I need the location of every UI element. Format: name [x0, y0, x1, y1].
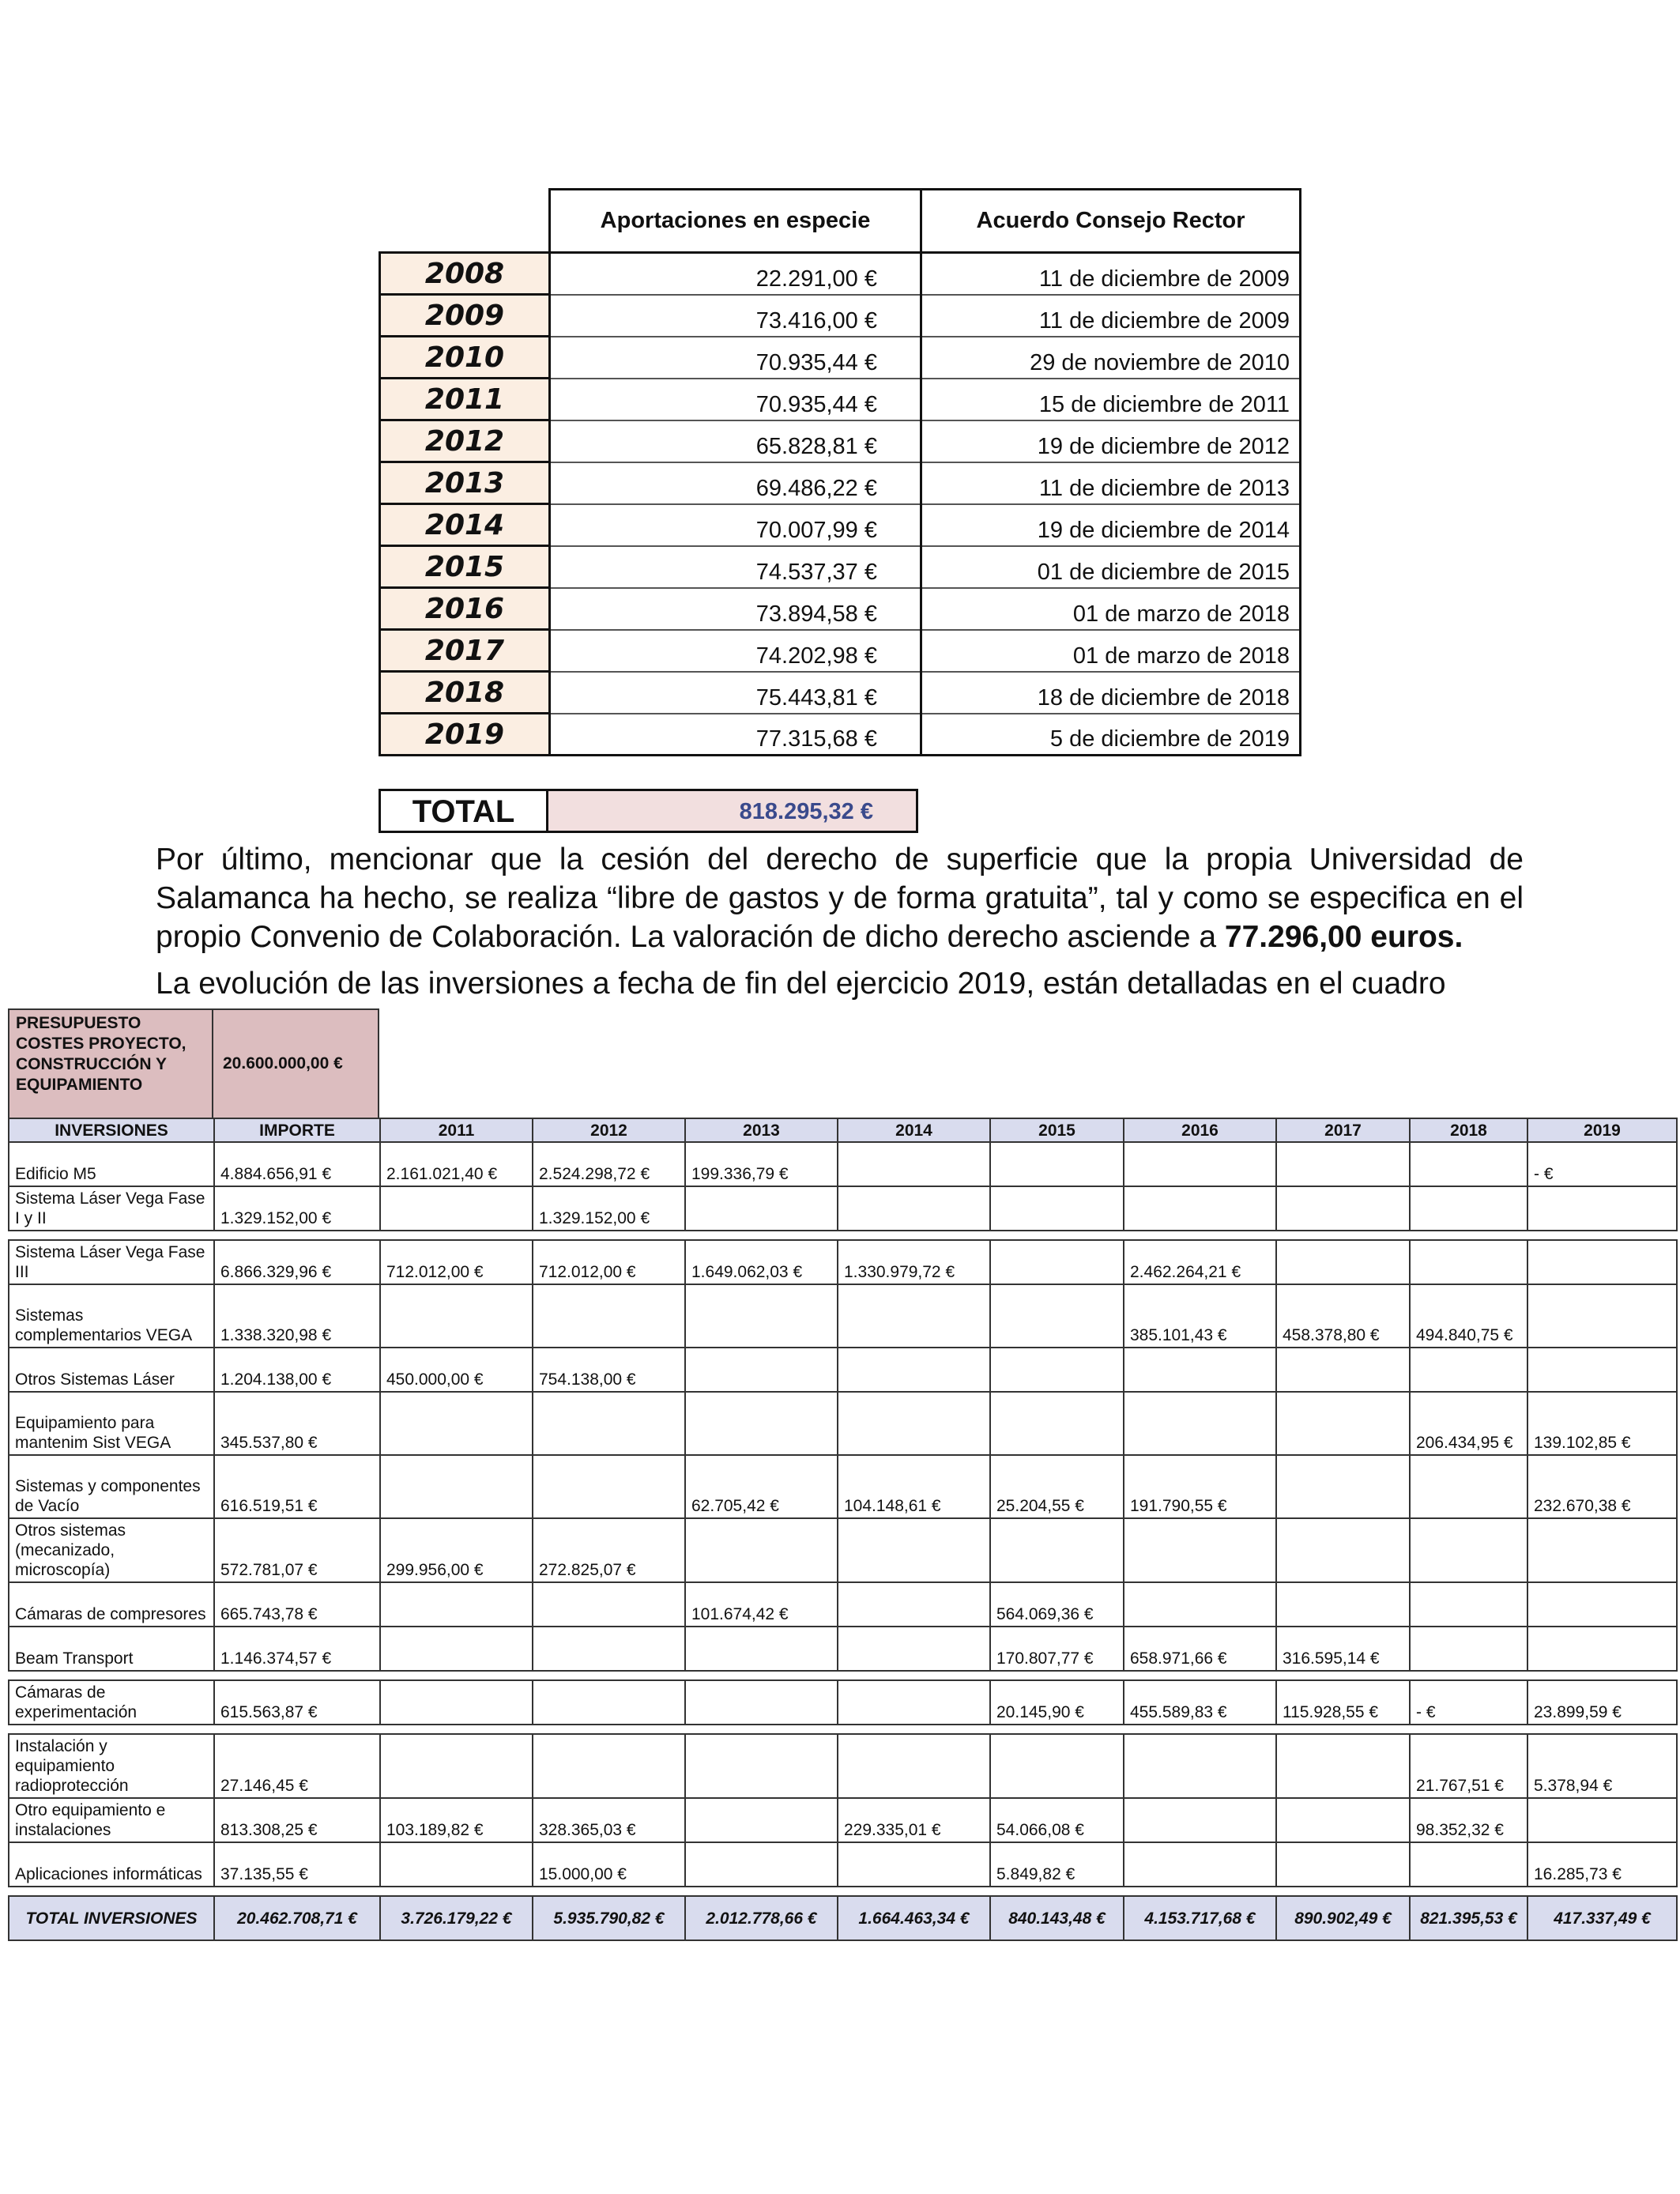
investment-value	[380, 1284, 533, 1348]
budget-value: 20.600.000,00 €	[213, 1010, 378, 1118]
investment-value	[1410, 1348, 1527, 1392]
investment-row	[9, 1518, 1677, 1582]
investment-value	[1276, 1186, 1410, 1231]
investment-value: 754.138,00 €	[533, 1348, 685, 1392]
investment-value: 1.329.152,00 €	[533, 1186, 685, 1231]
investment-value	[1410, 1455, 1527, 1518]
investment-concept: Otro equipamiento e instalaciones	[9, 1798, 214, 1842]
investment-value: - €	[1410, 1680, 1527, 1725]
investment-value: 1.649.062,03 €	[685, 1240, 838, 1284]
investment-value	[533, 1680, 685, 1725]
separator-cell	[9, 1887, 1677, 1896]
contributions-table	[379, 188, 1301, 756]
row-date: 11 de diciembre de 2009	[921, 295, 1301, 337]
investments-header-cell: 2012	[533, 1118, 685, 1142]
investment-value: 616.519,51 €	[214, 1455, 380, 1518]
contribution-row	[380, 672, 1301, 714]
contribution-row	[380, 546, 1301, 588]
investment-value: 494.840,75 €	[1410, 1284, 1527, 1348]
investment-value: 103.189,82 €	[380, 1798, 533, 1842]
investment-value	[685, 1680, 838, 1725]
investment-value	[380, 1582, 533, 1627]
total-investments-value: 1.664.463,34 €	[838, 1896, 990, 1940]
investments-header-cell: 2019	[1527, 1118, 1677, 1142]
row-year: 2009	[380, 295, 550, 337]
investment-value	[380, 1627, 533, 1671]
investment-value: 191.790,55 €	[1124, 1455, 1276, 1518]
row-amount: 74.537,37 €	[550, 546, 921, 588]
investment-value	[1527, 1798, 1677, 1842]
contribution-row	[380, 630, 1301, 672]
investment-value	[1124, 1142, 1276, 1186]
total-investments-value: 20.462.708,71 €	[214, 1896, 380, 1940]
investment-value	[685, 1186, 838, 1231]
investment-value: 37.135,55 €	[214, 1842, 380, 1887]
investment-value	[838, 1582, 990, 1627]
investment-row	[9, 1284, 1677, 1348]
row-amount: 74.202,98 €	[550, 630, 921, 672]
investment-concept: Cámaras de experimentación	[9, 1680, 214, 1725]
row-year: 2016	[380, 588, 550, 630]
investment-row	[9, 1392, 1677, 1455]
investment-value	[685, 1734, 838, 1798]
investment-value	[990, 1142, 1124, 1186]
investment-value	[1124, 1186, 1276, 1231]
budget-box	[8, 1008, 379, 1119]
investment-value	[380, 1392, 533, 1455]
investment-value: 98.352,32 €	[1410, 1798, 1527, 1842]
investments-header-cell: 2011	[380, 1118, 533, 1142]
investment-value	[380, 1680, 533, 1725]
investment-value: 54.066,08 €	[990, 1798, 1124, 1842]
investments-header-cell: IMPORTE	[214, 1118, 380, 1142]
investment-value: 615.563,87 €	[214, 1680, 380, 1725]
investment-value	[1124, 1348, 1276, 1392]
investment-concept: Instalación y equipamiento radioprotección	[9, 1734, 214, 1798]
investment-value	[1410, 1627, 1527, 1671]
total-investments-value: 5.935.790,82 €	[533, 1896, 685, 1940]
total-investments-value: 2.012.778,66 €	[685, 1896, 838, 1940]
investment-concept: Otros Sistemas Láser	[9, 1348, 214, 1392]
investment-value	[533, 1392, 685, 1455]
investment-value: 4.884.656,91 €	[214, 1142, 380, 1186]
investment-concept: Aplicaciones informáticas	[9, 1842, 214, 1887]
investment-value	[1527, 1518, 1677, 1582]
investment-value: 25.204,55 €	[990, 1455, 1124, 1518]
investments-header-cell: 2015	[990, 1118, 1124, 1142]
investment-value	[533, 1627, 685, 1671]
investment-value: 1.329.152,00 €	[214, 1186, 380, 1231]
investment-value: 2.161.021,40 €	[380, 1142, 533, 1186]
total-investments-value: 4.153.717,68 €	[1124, 1896, 1276, 1940]
investment-value	[1527, 1627, 1677, 1671]
investment-value	[838, 1186, 990, 1231]
total-investments-label: TOTAL INVERSIONES	[9, 1896, 214, 1940]
contribution-row	[380, 588, 1301, 630]
row-year: 2011	[380, 379, 550, 420]
row-date: 19 de diciembre de 2014	[921, 504, 1301, 546]
investment-value	[685, 1798, 838, 1842]
investment-row	[9, 1348, 1677, 1392]
contribution-row	[380, 420, 1301, 462]
contribution-row	[380, 714, 1301, 756]
investment-value: 206.434,95 €	[1410, 1392, 1527, 1455]
row-year: 2015	[380, 546, 550, 588]
investment-value: 199.336,79 €	[685, 1142, 838, 1186]
investment-concept: Otros sistemas (mecanizado, microscopía)	[9, 1518, 214, 1582]
header-blank	[380, 190, 550, 253]
row-amount: 73.416,00 €	[550, 295, 921, 337]
paragraph-investments: La evolución de las inversiones a fecha de fin del ejercicio 2019, están detalladas en el cuadro	[156, 967, 1446, 1001]
investment-value	[990, 1518, 1124, 1582]
investment-value: 6.866.329,96 €	[214, 1240, 380, 1284]
investment-value	[685, 1284, 838, 1348]
investment-concept: Sistema Láser Vega Fase III	[9, 1240, 214, 1284]
paragraph-cession-text: Por último, mencionar que la cesión del derecho de superficie que la propia Universidad de Salamanca ha hecho, se realiza “libre de gastos y de forma gratuita”, tal y como se especifica en el propio Convenio de Colaboración. La valoración de dicho derecho asciende a	[156, 843, 1524, 954]
header-amount: Aportaciones en especie	[550, 190, 921, 253]
total-label: TOTAL	[381, 791, 548, 831]
investment-value	[1410, 1240, 1527, 1284]
row-year: 2019	[380, 714, 550, 756]
investment-value	[1276, 1142, 1410, 1186]
row-year: 2014	[380, 504, 550, 546]
investment-value	[685, 1842, 838, 1887]
header-date: Acuerdo Consejo Rector	[921, 190, 1301, 253]
investment-row	[9, 1680, 1677, 1725]
investment-row	[9, 1186, 1677, 1231]
investment-value	[990, 1186, 1124, 1231]
investments-header-cell: 2016	[1124, 1118, 1276, 1142]
row-amount: 77.315,68 €	[550, 714, 921, 756]
row-date: 11 de diciembre de 2009	[921, 253, 1301, 295]
row-separator	[9, 1887, 1677, 1896]
investment-value	[533, 1582, 685, 1627]
investment-value	[1527, 1284, 1677, 1348]
row-amount: 65.828,81 €	[550, 420, 921, 462]
investment-row	[9, 1142, 1677, 1186]
investment-value	[1124, 1392, 1276, 1455]
investment-value	[1410, 1582, 1527, 1627]
investment-value	[990, 1284, 1124, 1348]
investment-value: 2.462.264,21 €	[1124, 1240, 1276, 1284]
investment-value	[533, 1284, 685, 1348]
separator-cell	[9, 1725, 1677, 1734]
investment-value	[1527, 1186, 1677, 1231]
investment-value: 1.146.374,57 €	[214, 1627, 380, 1671]
investment-value: 328.365,03 €	[533, 1798, 685, 1842]
investment-value: 20.145,90 €	[990, 1680, 1124, 1725]
investment-value	[838, 1842, 990, 1887]
investments-table	[8, 1118, 1678, 1941]
investment-value: 1.330.979,72 €	[838, 1240, 990, 1284]
investment-value: 345.537,80 €	[214, 1392, 380, 1455]
investments-header-cell: INVERSIONES	[9, 1118, 214, 1142]
investment-value: 5.378,94 €	[1527, 1734, 1677, 1798]
contribution-row	[380, 295, 1301, 337]
total-investments-value: 417.337,49 €	[1527, 1896, 1677, 1940]
investment-value: 62.705,42 €	[685, 1455, 838, 1518]
investment-value	[838, 1680, 990, 1725]
investment-value	[1124, 1798, 1276, 1842]
investments-header-cell: 2018	[1410, 1118, 1527, 1142]
investment-value	[1124, 1518, 1276, 1582]
investment-value: 170.807,77 €	[990, 1627, 1124, 1671]
row-date: 01 de marzo de 2018	[921, 588, 1301, 630]
investment-value: 139.102,85 €	[1527, 1392, 1677, 1455]
investment-row	[9, 1842, 1677, 1887]
separator-cell	[9, 1671, 1677, 1680]
investment-row	[9, 1627, 1677, 1671]
investment-value	[990, 1348, 1124, 1392]
investment-value	[838, 1518, 990, 1582]
investment-concept: Sistemas complementarios VEGA	[9, 1284, 214, 1348]
row-date: 5 de diciembre de 2019	[921, 714, 1301, 756]
investment-value: 115.928,55 €	[1276, 1680, 1410, 1725]
investment-value: 316.595,14 €	[1276, 1627, 1410, 1671]
investments-total-row	[9, 1896, 1677, 1940]
row-amount: 75.443,81 €	[550, 672, 921, 714]
investment-concept: Beam Transport	[9, 1627, 214, 1671]
row-amount: 69.486,22 €	[550, 462, 921, 504]
investment-value	[380, 1842, 533, 1887]
row-amount: 70.935,44 €	[550, 337, 921, 379]
investment-value: 104.148,61 €	[838, 1455, 990, 1518]
row-year: 2018	[380, 672, 550, 714]
investment-value	[1124, 1734, 1276, 1798]
investment-value	[685, 1392, 838, 1455]
investment-value	[990, 1392, 1124, 1455]
investment-value: 458.378,80 €	[1276, 1284, 1410, 1348]
investment-value	[1410, 1518, 1527, 1582]
investment-value: 21.767,51 €	[1410, 1734, 1527, 1798]
row-date: 01 de diciembre de 2015	[921, 546, 1301, 588]
investment-value	[838, 1284, 990, 1348]
investment-value: 101.674,42 €	[685, 1582, 838, 1627]
row-amount: 73.894,58 €	[550, 588, 921, 630]
paragraph-cession	[156, 840, 1524, 956]
investment-value	[1276, 1348, 1410, 1392]
investment-value	[685, 1627, 838, 1671]
investment-value	[1124, 1582, 1276, 1627]
investment-value	[380, 1186, 533, 1231]
investment-value: 572.781,07 €	[214, 1518, 380, 1582]
investment-value: 27.146,45 €	[214, 1734, 380, 1798]
investment-concept: Cámaras de compresores	[9, 1582, 214, 1627]
investments-header-cell: 2013	[685, 1118, 838, 1142]
investment-value	[1124, 1842, 1276, 1887]
contribution-row	[380, 504, 1301, 546]
investment-value	[1276, 1240, 1410, 1284]
investment-value	[1527, 1348, 1677, 1392]
investment-value: 23.899,59 €	[1527, 1680, 1677, 1725]
row-separator	[9, 1231, 1677, 1240]
investment-value	[533, 1734, 685, 1798]
total-investments-value: 3.726.179,22 €	[380, 1896, 533, 1940]
paragraph-cession-amount: 77.296,00 euros.	[1224, 920, 1463, 954]
investment-value: 2.524.298,72 €	[533, 1142, 685, 1186]
total-investments-value: 890.902,49 €	[1276, 1896, 1410, 1940]
separator-cell	[9, 1231, 1677, 1240]
row-date: 11 de diciembre de 2013	[921, 462, 1301, 504]
investment-value	[990, 1734, 1124, 1798]
investment-concept: Sistemas y componentes de Vacío	[9, 1455, 214, 1518]
investment-value: 450.000,00 €	[380, 1348, 533, 1392]
investment-value	[1410, 1142, 1527, 1186]
investments-header-row	[9, 1118, 1677, 1142]
investment-value	[838, 1734, 990, 1798]
investment-value	[1276, 1582, 1410, 1627]
investment-value: 455.589,83 €	[1124, 1680, 1276, 1725]
row-amount: 22.291,00 €	[550, 253, 921, 295]
investment-value	[990, 1240, 1124, 1284]
investment-value	[1276, 1734, 1410, 1798]
investment-value	[1276, 1518, 1410, 1582]
investment-concept: Edificio M5	[9, 1142, 214, 1186]
investment-value	[1527, 1240, 1677, 1284]
investment-row	[9, 1798, 1677, 1842]
investment-value: 712.012,00 €	[533, 1240, 685, 1284]
investment-value: 299.956,00 €	[380, 1518, 533, 1582]
contribution-row	[380, 253, 1301, 295]
total-value: 818.295,32 €	[548, 791, 916, 831]
investment-value	[838, 1348, 990, 1392]
row-year: 2017	[380, 630, 550, 672]
investment-value	[685, 1348, 838, 1392]
row-date: 15 de diciembre de 2011	[921, 379, 1301, 420]
investment-value: 813.308,25 €	[214, 1798, 380, 1842]
investment-value: 712.012,00 €	[380, 1240, 533, 1284]
total-investments-value: 840.143,48 €	[990, 1896, 1124, 1940]
contribution-row	[380, 337, 1301, 379]
contribution-row	[380, 379, 1301, 420]
row-year: 2012	[380, 420, 550, 462]
investment-value	[1276, 1798, 1410, 1842]
row-separator	[9, 1671, 1677, 1680]
investment-value	[1276, 1842, 1410, 1887]
contributions-total	[379, 789, 918, 833]
investment-value	[380, 1455, 533, 1518]
investments-header-cell: 2017	[1276, 1118, 1410, 1142]
investment-value	[1276, 1455, 1410, 1518]
investment-value: 5.849,82 €	[990, 1842, 1124, 1887]
budget-label: PRESUPUESTO COSTES PROYECTO, CONSTRUCCIÓN Y EQUIPAMIENTO	[9, 1010, 213, 1118]
investment-value: 229.335,01 €	[838, 1798, 990, 1842]
investment-value	[685, 1518, 838, 1582]
row-amount: 70.935,44 €	[550, 379, 921, 420]
row-date: 01 de marzo de 2018	[921, 630, 1301, 672]
investment-value: 15.000,00 €	[533, 1842, 685, 1887]
investment-value	[533, 1455, 685, 1518]
investment-concept: Equipamiento para mantenim Sist VEGA	[9, 1392, 214, 1455]
row-year: 2013	[380, 462, 550, 504]
investment-value: 16.285,73 €	[1527, 1842, 1677, 1887]
investment-value: 272.825,07 €	[533, 1518, 685, 1582]
investments-header-cell: 2014	[838, 1118, 990, 1142]
row-year: 2008	[380, 253, 550, 295]
investment-concept: Sistema Láser Vega Fase I y II	[9, 1186, 214, 1231]
investment-value: 564.069,36 €	[990, 1582, 1124, 1627]
investment-value	[1527, 1582, 1677, 1627]
investment-value	[1410, 1842, 1527, 1887]
investment-row	[9, 1455, 1677, 1518]
investment-value: 665.743,78 €	[214, 1582, 380, 1627]
contribution-row	[380, 462, 1301, 504]
row-separator	[9, 1725, 1677, 1734]
row-date: 18 de diciembre de 2018	[921, 672, 1301, 714]
investment-value: - €	[1527, 1142, 1677, 1186]
row-amount: 70.007,99 €	[550, 504, 921, 546]
investment-row	[9, 1582, 1677, 1627]
row-date: 19 de diciembre de 2012	[921, 420, 1301, 462]
row-date: 29 de noviembre de 2010	[921, 337, 1301, 379]
investment-value: 658.971,66 €	[1124, 1627, 1276, 1671]
investment-value	[380, 1734, 533, 1798]
investment-value: 232.670,38 €	[1527, 1455, 1677, 1518]
investment-value: 1.204.138,00 €	[214, 1348, 380, 1392]
investment-row	[9, 1240, 1677, 1284]
investment-value	[838, 1142, 990, 1186]
investment-value	[1276, 1392, 1410, 1455]
investment-value	[838, 1627, 990, 1671]
total-investments-value: 821.395,53 €	[1410, 1896, 1527, 1940]
investment-value: 1.338.320,98 €	[214, 1284, 380, 1348]
investment-value	[1410, 1186, 1527, 1231]
investment-value: 385.101,43 €	[1124, 1284, 1276, 1348]
investment-row	[9, 1734, 1677, 1798]
investment-value	[838, 1392, 990, 1455]
row-year: 2010	[380, 337, 550, 379]
